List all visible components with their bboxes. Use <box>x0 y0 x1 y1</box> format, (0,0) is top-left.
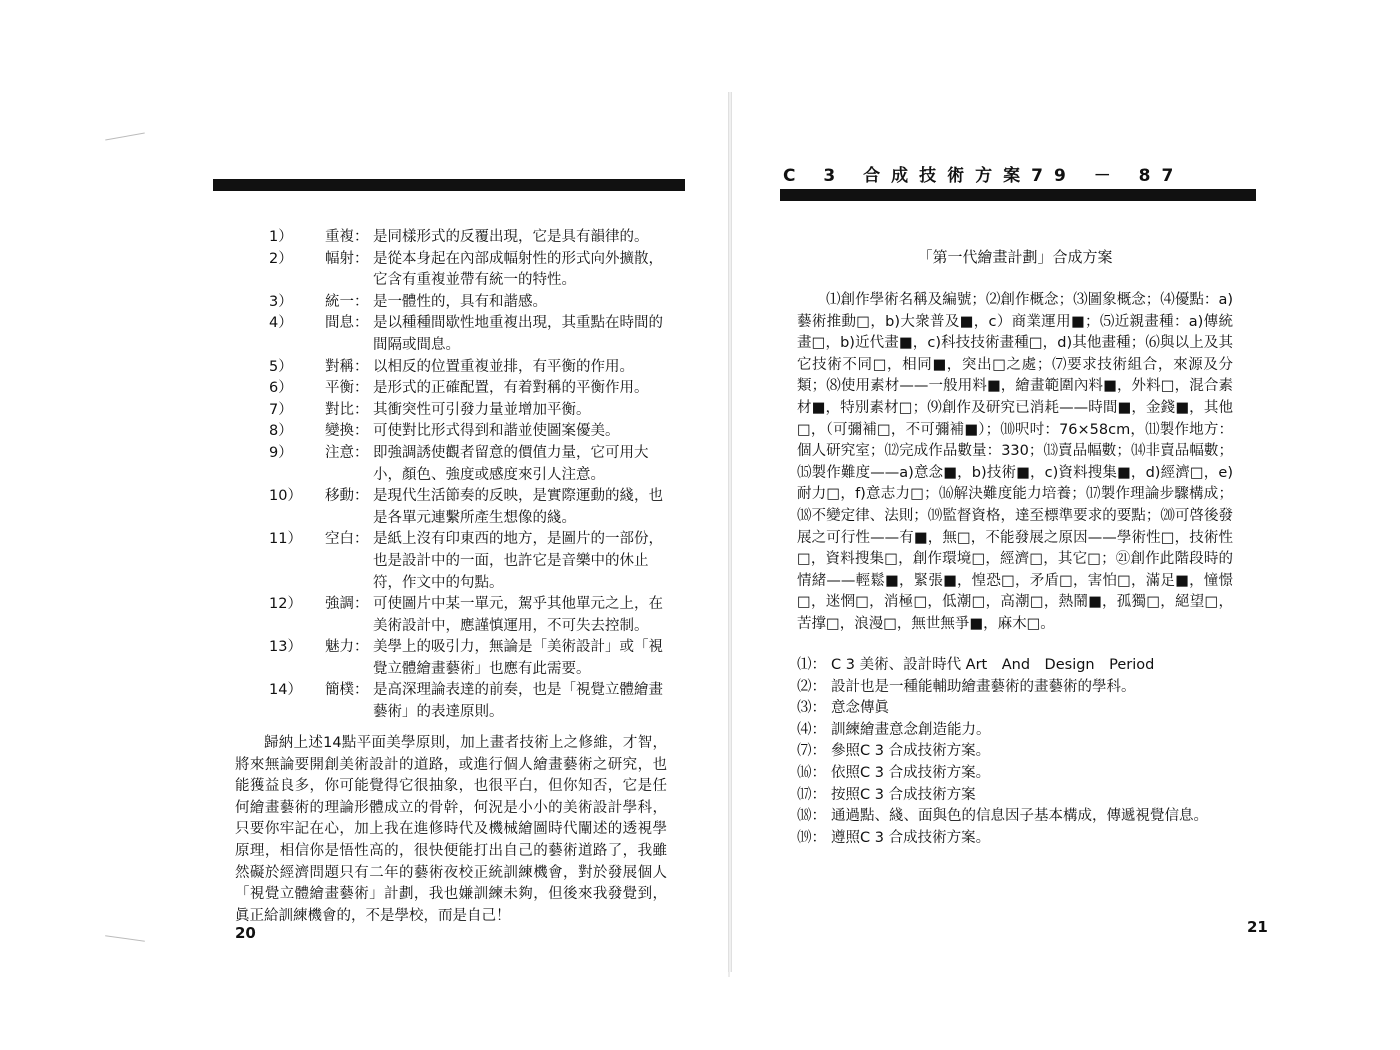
principle-term: 變換： <box>325 423 369 440</box>
note-number: ⒆： <box>797 829 826 846</box>
principle-term: 空白： <box>325 531 369 548</box>
principle-desc: 是同樣形式的反覆出現，它是具有韻律的。 <box>373 229 649 245</box>
note-item <box>797 806 1237 828</box>
principle-desc: 是以種種間歇性地重複出現，其重點在時間的間隔或間息。 <box>373 315 663 353</box>
left-header-rule <box>213 179 685 191</box>
principle-num: 5） <box>269 358 293 375</box>
principle-num: 4） <box>269 315 293 332</box>
note-item <box>797 785 1237 807</box>
principle-num: 2） <box>269 250 293 267</box>
principle-item <box>265 529 665 594</box>
principle-num: 12） <box>269 596 302 613</box>
note-number: ⑵： <box>797 678 826 695</box>
principle-desc: 是一體性的，具有和諧感。 <box>373 293 547 310</box>
principle-term: 注意： <box>325 444 369 461</box>
principle-term: 間息： <box>325 315 369 332</box>
principle-term: 重複： <box>325 229 369 245</box>
principle-desc: 美學上的吸引力，無論是「美術設計」或「視覺立體繪畫藝術」也應有此需要。 <box>373 639 663 677</box>
principle-num: 13） <box>269 639 302 656</box>
principle-num: 3） <box>269 293 293 310</box>
book-spine <box>728 92 732 972</box>
principle-term: 魅力： <box>325 639 369 656</box>
principle-item <box>265 594 665 637</box>
principle-term: 幅射： <box>325 250 369 267</box>
principle-desc: 是從本身起在內部成幅射性的形式向外擴散，它含有重複並帶有統一的特性。 <box>373 250 663 289</box>
right-header-rule <box>780 189 1256 201</box>
plan-title: 「第一代繪畫計劃」合成方案 <box>917 248 1113 266</box>
principle-num: 14） <box>269 682 302 699</box>
note-item <box>797 677 1237 699</box>
notes-list <box>797 655 1237 849</box>
principle-term: 移動： <box>325 488 369 505</box>
principle-item <box>265 486 665 529</box>
right-page <box>735 105 1295 965</box>
principle-term: 強調： <box>325 596 369 613</box>
note-item <box>797 698 1237 720</box>
note-item <box>797 720 1237 742</box>
note-number: ⒃： <box>797 764 826 781</box>
left-page <box>105 92 730 977</box>
principle-item <box>265 400 665 422</box>
note-text: 通過點、綫、面與色的信息因子基本構成，傳遞視覺信息。 <box>831 808 1208 825</box>
principle-item <box>265 249 665 292</box>
principle-term: 對比： <box>325 401 369 418</box>
scan-mark <box>105 133 145 141</box>
principle-item <box>265 378 665 400</box>
note-item <box>797 655 1237 677</box>
principle-desc: 是高深理論表達的前奏，也是「視覺立體繪畫藝術」的表達原則。 <box>373 682 663 721</box>
note-item <box>797 828 1237 850</box>
principle-desc: 可使對比形式得到和諧並使圖案優美。 <box>373 423 620 440</box>
note-number: ⑴： <box>797 657 826 673</box>
note-text: 參照C 3 合成技術方案。 <box>831 743 991 760</box>
principle-num: 10） <box>269 488 302 505</box>
principle-item <box>265 292 665 314</box>
note-text: 依照C 3 合成技術方案。 <box>831 764 991 781</box>
principle-term: 平衡： <box>325 380 369 397</box>
principle-item <box>265 227 665 249</box>
left-page-number: 20 <box>235 924 256 942</box>
principle-desc: 是紙上沒有印東西的地方，是圖片的一部份，也是設計中的一面，也許它是音樂中的休止符，作文中的句點。 <box>373 531 663 591</box>
plan-body: ⑴創作學術名稱及編號；⑵創作概念；⑶圖象概念；⑷優點：a)藝術推動□，b)大衆普及■，c）商業運用■；⑸近親畫種：a)傳統畫□，b)近代畫■，c)科技技術畫種□，d)其他畫種；⑹與以上及其它技術不同□，相同■，突出□之處；⑺要求技術組合，來源及分類；⑻使用素材——一般用料■，繪畫範圍內料■，外料□，混合素材■，特別素材□；⑼創作及研究已消耗——時間■，金錢■，其他□，（可彌補□，不可彌補■）；⑽呎吋：76×58cm，⑾製作地方：個人研究室；⑿完成作品數量：330；⒀賣品幅數；⒁非賣品幅數；⒂製作難度——a)意念■，b)技術■，c)資料搜集■，d)經濟□，e)耐力□，f)意志力□；⒃解決難度能力培養；⒄製作理論步驟構成；⒅不變定律、法則；⒆監督資格，達至標準要求的要點；⒇可啓後發展之可行性——有■，無□，不能發展之原因——學術性□，技術性□，資料搜集□，創作環境□，經濟□，其它□；㉑創作此階段時的情緒——輕鬆■，緊張■，惶恐□，矛盾□，害怕□，滿足■，憧憬□，迷惘□，消極□，低潮□，高潮□，熱鬧■，孤獨□，絕望□，苦撑□，浪漫□，無世無爭■，麻木□。 <box>797 292 1233 632</box>
note-number: ⑷： <box>797 721 826 738</box>
principle-desc: 是現代生活節奏的反映，是實際運動的綫，也是各單元連繫所產生想像的綫。 <box>373 488 663 526</box>
principle-desc: 其衝突性可引發力量並增加平衡。 <box>373 401 591 418</box>
principle-desc: 可使圖片中某一單元，駕乎其他單元之上，在美術設計中，應謹慎運用，不可失去控制。 <box>373 596 663 634</box>
note-number: ⑶： <box>797 700 826 717</box>
principles-list <box>265 227 665 724</box>
note-item <box>797 741 1237 763</box>
principle-num: 11） <box>269 531 302 548</box>
principle-desc: 是形式的正確配置，有着對稱的平衡作用。 <box>373 380 649 397</box>
principle-term: 簡樸： <box>325 682 369 699</box>
principle-item <box>265 637 665 680</box>
principle-num: 9） <box>269 444 293 461</box>
note-text: 遵照C 3 合成技術方案。 <box>831 829 991 846</box>
scan-mark <box>105 935 145 942</box>
note-text: 設計也是一種能輔助繪畫藝術的畫藝術的學科。 <box>831 678 1136 695</box>
note-text: 按照C 3 合成技術方案 <box>831 786 976 803</box>
principle-num: 7） <box>269 401 293 418</box>
note-item <box>797 763 1237 785</box>
note-number: ⑺： <box>797 743 826 760</box>
note-number: ⒄： <box>797 786 826 803</box>
chapter-header: C 3 合成技術方案79 － 87 <box>783 166 1185 186</box>
principle-item <box>265 680 665 723</box>
principle-item <box>265 443 665 486</box>
principle-num: 8） <box>269 423 293 440</box>
principle-item <box>265 421 665 443</box>
right-page-number: 21 <box>1247 918 1268 936</box>
note-text: C 3 美術、設計時代 Art And Design Period <box>831 657 1155 673</box>
note-text: 訓練繪畫意念創造能力。 <box>831 721 991 738</box>
note-number: ⒅： <box>797 808 826 825</box>
principle-term: 統一： <box>325 293 369 310</box>
principle-num: 6） <box>269 380 293 397</box>
principle-desc: 以相反的位置重複並排，有平衡的作用。 <box>373 358 634 375</box>
principle-desc: 即強調誘使觀者留意的價值力量，它可用大小，顏色、強度或感度來引人注意。 <box>373 444 649 483</box>
principle-item <box>265 313 665 356</box>
principle-num: 1） <box>269 229 293 245</box>
principle-term: 對稱： <box>325 358 369 375</box>
summary-paragraph: 歸納上述14點平面美學原則，加上畫者技術上之修維，才智，將來無論要開創美術設計的道路，或進行個人繪畫藝術之研究，也能獲益良多，你可能覺得它很抽象，也很平白，但你知否，它是任何繪畫藝術的理論形體成立的骨幹，何況是小小的美術設計學科，只要你牢記在心，加上我在進修時代及機械繪圖時代闡述的透視學原理，相信你是悟性高的，很快便能打出自己的藝術道路了，我雖然礙於經濟問題只有二年的藝術夜校正統訓練機會，對於發展個人「視覺立體繪畫藝術」計劃，我也嫌訓練未夠，但後來我發覺到，眞正給訓練機會的，不是學校，而是自己！ <box>235 735 667 924</box>
principle-item <box>265 357 665 379</box>
note-text: 意念傳眞 <box>831 700 889 717</box>
